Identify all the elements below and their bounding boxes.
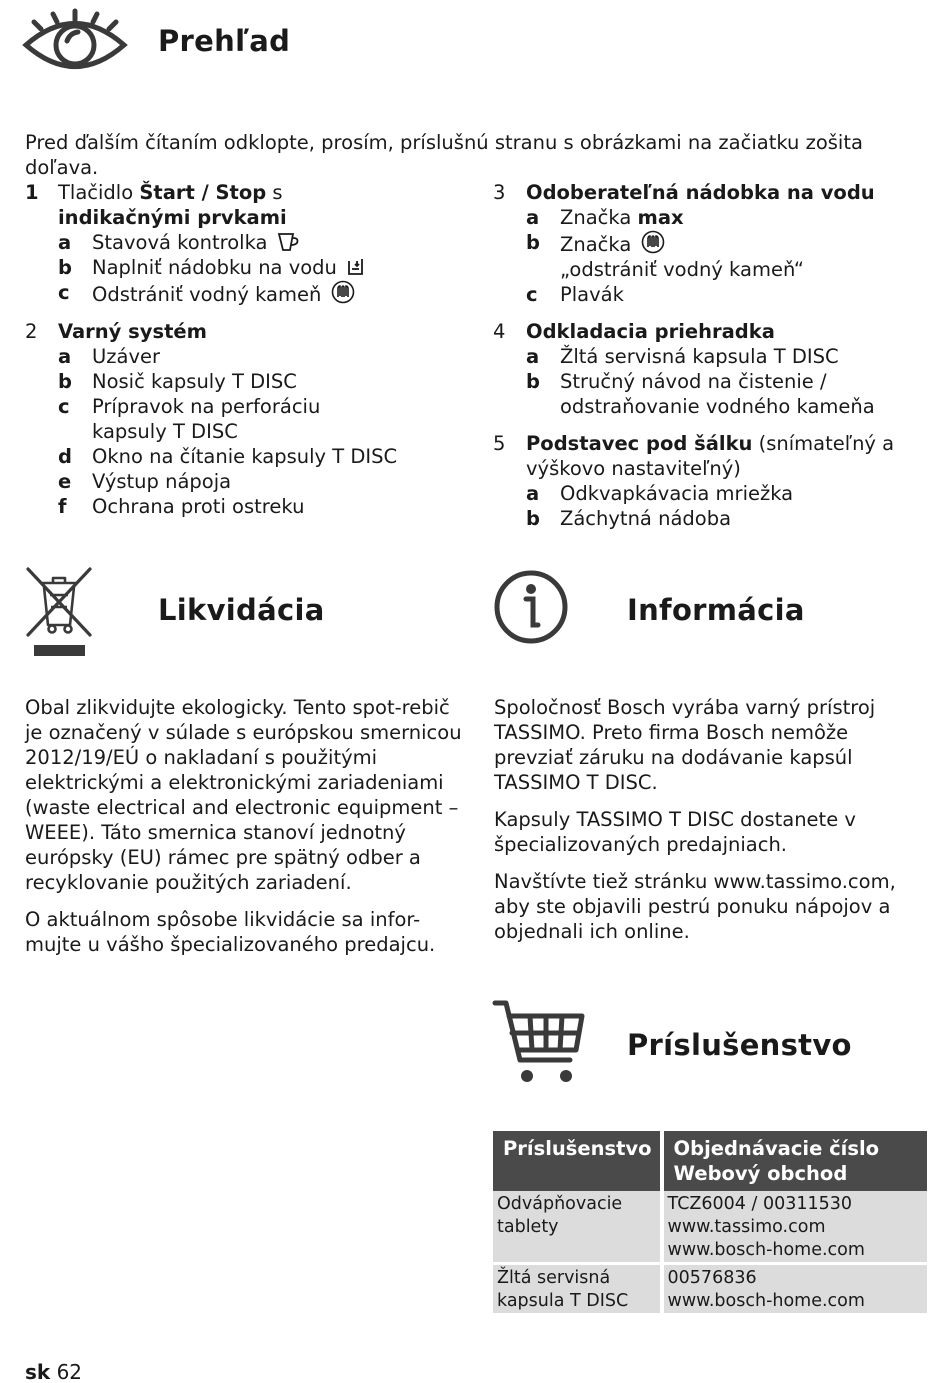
- cell-line: Žltá servisná: [497, 1268, 611, 1288]
- item-letter: b: [58, 256, 72, 279]
- group-title: Podstavec pod šálku: [526, 432, 753, 455]
- group-title: Odoberateľná nádobka na vodu: [526, 181, 875, 204]
- table-header: Príslušenstvo: [493, 1131, 662, 1191]
- descale-icon: [641, 230, 665, 254]
- table-header-row: [493, 1131, 927, 1191]
- page-footer: [25, 1360, 82, 1383]
- info-paragraph: Kapsuly TASSIMO T DISC dostanete v špecializovaných predajniach.: [494, 808, 856, 856]
- item-letter: b: [526, 507, 540, 530]
- start-stop-label: Štart / Stop: [139, 181, 267, 204]
- cell-line: TCZ6004 / 00311530: [667, 1194, 853, 1214]
- item-text: Ochrana proti ostreku: [92, 495, 305, 518]
- cell-line: www.bosch-home.com: [667, 1291, 865, 1311]
- info-paragraph: Navštívte tiež stránku www.tassimo.com, aby ste objavili pestrú ponuku nápojov a objednali ich online.: [494, 870, 896, 943]
- water-tank-icon: [346, 257, 366, 277]
- group-text: Tlačidlo: [58, 181, 140, 204]
- item-letter: d: [58, 445, 72, 468]
- group-number: 5: [493, 432, 506, 455]
- overview-right-column: [493, 180, 933, 543]
- list-item: [25, 230, 475, 255]
- group-number: 3: [493, 181, 506, 204]
- list-item: [25, 444, 475, 469]
- cart-icon: [492, 998, 586, 1088]
- table-cell: [662, 1191, 927, 1264]
- item-text: Prípravok na perforáciu: [92, 395, 321, 418]
- info-icon: [493, 569, 569, 645]
- list-group-2: [25, 319, 475, 519]
- list-item: [493, 205, 933, 230]
- cell-line: 00576836: [667, 1268, 757, 1288]
- item-letter: f: [58, 495, 67, 518]
- item-text: Stručný návod na čistenie /: [560, 370, 827, 393]
- table-cell: [662, 1264, 927, 1314]
- list-group-2-head: [25, 319, 475, 344]
- item-text: Záchytná nádoba: [560, 507, 732, 530]
- item-text: Žltá servisná kapsula T DISC: [560, 345, 839, 368]
- table-header-line: Webový obchod: [673, 1162, 848, 1185]
- item-letter: a: [58, 231, 72, 254]
- list-item: [25, 469, 475, 494]
- item-text: „odstrániť vodný kameň“: [560, 258, 804, 281]
- group-text: výškovo nastaviteľný): [526, 457, 741, 480]
- item-text: Značka: [560, 233, 632, 256]
- item-text: Plavák: [560, 283, 624, 306]
- item-letter: a: [58, 345, 72, 368]
- list-item: [493, 344, 933, 369]
- language-code: sk: [25, 1360, 51, 1383]
- list-group-1: [25, 180, 475, 307]
- list-group-3: [493, 180, 933, 307]
- weee-bin-icon: [24, 565, 96, 659]
- group-title: Odkladacia priehradka: [526, 320, 775, 343]
- list-item: [25, 369, 475, 394]
- group-number: 2: [25, 320, 38, 343]
- item-letter: a: [526, 206, 540, 229]
- list-item: [493, 481, 933, 506]
- overview-left-column: [25, 180, 475, 531]
- overview-title: Prehľad: [158, 24, 291, 58]
- item-letter: a: [526, 482, 540, 505]
- item-text: Uzáver: [92, 345, 161, 368]
- list-group-4-head: [493, 319, 933, 344]
- item-letter: c: [58, 395, 70, 418]
- group-number: 4: [493, 320, 506, 343]
- group-text: s: [266, 181, 283, 204]
- accessories-title: Príslušenstvo: [627, 1028, 852, 1062]
- item-text: Odkvapkávacia mriežka: [560, 482, 794, 505]
- disposal-text: [25, 695, 465, 969]
- cell-line: kapsula T DISC: [497, 1291, 629, 1311]
- list-group-1-head: [25, 180, 475, 230]
- item-text: Nosič kapsuly T DISC: [92, 370, 297, 393]
- cell-line: www.bosch-home.com: [667, 1240, 865, 1260]
- list-item: [25, 344, 475, 369]
- info-title: Informácia: [627, 593, 805, 627]
- cell-line: tablety: [497, 1217, 559, 1237]
- cup-icon: [277, 232, 301, 252]
- list-item: [25, 494, 475, 519]
- item-text: kapsuly T DISC: [92, 420, 238, 443]
- list-item: [493, 369, 933, 419]
- info-paragraph: Spoločnosť Bosch vyrába varný prístroj TASSIMO. Preto firma Bosch nemôže prevziať záruku na dodávanie kapsúl TASSIMO T DISC.: [494, 696, 876, 794]
- disposal-title: Likvidácia: [158, 593, 325, 627]
- item-text: Odstrániť vodný kameň: [92, 283, 322, 306]
- item-letter: e: [58, 470, 72, 493]
- table-row: [493, 1264, 927, 1314]
- cell-line: Odvápňovacie: [497, 1194, 623, 1214]
- list-item: [493, 506, 933, 531]
- list-item: [493, 282, 933, 307]
- item-letter: b: [526, 370, 540, 393]
- max-label: max: [637, 206, 684, 229]
- list-group-5: [493, 431, 933, 531]
- overview-intro: Pred ďalším čítaním odklopte, prosím, príslušnú stranu s obrázkami na začiatku zošita doľava.: [25, 131, 863, 179]
- table-cell: [493, 1191, 662, 1264]
- item-text: Naplniť nádobku na vodu: [92, 256, 337, 279]
- disposal-paragraph: O aktuálnom spôsobe likvidácie sa infor-mujte u vášho špecializovaného predajcu.: [25, 908, 436, 956]
- item-letter: b: [58, 370, 72, 393]
- list-group-3-head: [493, 180, 933, 205]
- eye-icon: [22, 8, 128, 70]
- descale-icon: [331, 280, 355, 304]
- item-letter: a: [526, 345, 540, 368]
- item-text: Okno na čítanie kapsuly T DISC: [92, 445, 398, 468]
- disposal-paragraph: Obal zlikvidujte ekologicky. Tento spot-rebič je označený v súlade s európskou smernicou 2012/19/EÚ o nakladaní s použitými elektrickými a elektronickými zariadeniami (waste electrical and electronic equipment – WEEE). Táto smernica stanoví jednotný európsky (EU) rámec pre spätný odber a recyklovanie použitých zariadení.: [25, 696, 462, 894]
- item-text: Stavová kontrolka: [92, 231, 268, 254]
- group-text: (snímateľný a: [752, 432, 895, 455]
- table-cell: [493, 1264, 662, 1314]
- table-header-line: Objednávacie číslo: [673, 1137, 880, 1160]
- item-text: odstraňovanie vodného kameňa: [560, 395, 875, 418]
- indicator-label: indikačnými prvkami: [58, 206, 287, 229]
- accessories-table: [493, 1131, 927, 1313]
- group-number: 1: [25, 181, 39, 204]
- table-row: [493, 1191, 927, 1264]
- info-text: [494, 695, 924, 956]
- item-letter: b: [526, 231, 540, 254]
- list-item: [25, 255, 475, 280]
- item-text: Výstup nápoja: [92, 470, 232, 493]
- group-title: Varný systém: [58, 320, 207, 343]
- item-letter: c: [526, 283, 538, 306]
- item-letter: c: [58, 281, 70, 304]
- cell-line: www.tassimo.com: [667, 1217, 826, 1237]
- list-item: [493, 230, 933, 282]
- table-header: [662, 1131, 927, 1191]
- list-group-5-head: [493, 431, 933, 481]
- list-item: [25, 394, 475, 444]
- list-group-4: [493, 319, 933, 419]
- item-text: Značka: [560, 206, 638, 229]
- list-item: [25, 280, 475, 307]
- page-number: 62: [56, 1360, 83, 1383]
